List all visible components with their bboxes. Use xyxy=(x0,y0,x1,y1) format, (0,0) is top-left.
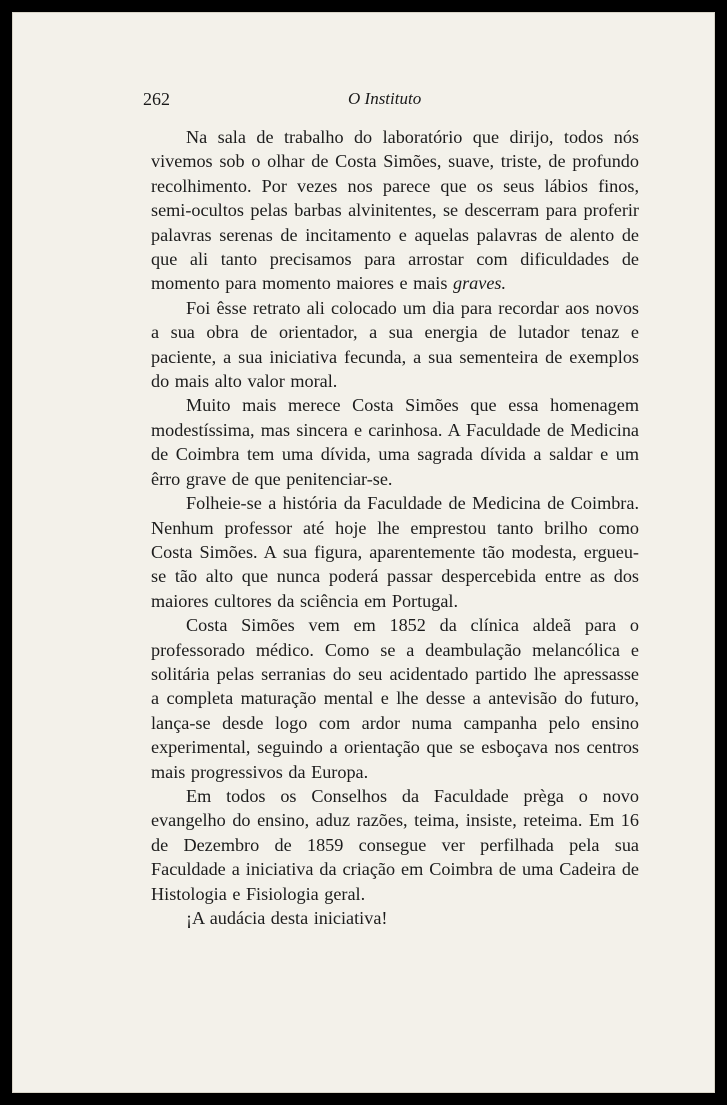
running-title: O Instituto xyxy=(348,89,422,108)
emphasized-word: graves. xyxy=(452,273,507,294)
book-page xyxy=(12,12,715,1093)
paragraph-1 xyxy=(151,125,639,296)
paragraph-3: Muito mais merece Costa Simões que essa homenagem modestíssima, mas sincera e carinhosa. A Faculdade de Medicina de Coimbra tem uma dívida, uma sagrada dívida a saldar e um êrro grave de que penitenciar-se. xyxy=(151,395,639,489)
paragraph-7: ¡A audácia desta iniciativa! xyxy=(186,908,388,928)
page-number: 262 xyxy=(143,89,170,109)
paragraph-2: Foi êsse retrato ali colocado um dia para recordar aos novos a sua obra de orientador, a sua energia de lutador tenaz e paciente, a sua iniciativa fecunda, a sua sementeira de exemplos do mais alto valor moral. xyxy=(151,297,639,392)
running-head xyxy=(143,89,443,113)
paragraph-5: Costa Simões vem em 1852 da clínica aldeã para o professorado médico. Como se a deambulação melancólica e solitária pelas serranias do seu acidentado partido lhe apressasse a completa maturação mental e lhe desse a antevisão do futuro, lança-se desde logo com ardor numa campanha pelo ensino experimental, seguindo a orientação que se esboçava nos centros mais progressivos da Europa. xyxy=(151,615,639,782)
paragraph-4: Folheie-se a história da Faculdade de Medicina de Coimbra. Nenhum professor até hoje lhe emprestou tanto brilho como Costa Simões. A sua figura, aparentemente tão modesta, ergueu-se tão alto que nunca poderá passar despercebida entre as dos maiores cultores da sciência em Portugal. xyxy=(151,493,639,611)
paragraph-1-text: Na sala de trabalho do laboratório que dirijo, todos nós vivemos sob o olhar de Costa Simões, suave, triste, de profundo recolhimento. Por vezes nos parece que os seus lábios finos, semi-ocultos pelas barbas alvinitentes, se descerram para proferir palavras serenas de incitamento e aquelas palavras de alento de que ali tanto precisamos para arrostar com dificuldades de momento para momento maiores e mais xyxy=(151,127,639,294)
body-text xyxy=(151,125,639,930)
paragraph-6: Em todos os Conselhos da Faculdade prèga o novo evangelho do ensino, aduz razões, teima, insiste, reteima. Em 16 de Dezembro de 1859 consegue ver perfilhada pela sua Faculdade a iniciativa da criação em Coimbra de uma Cadeira de Histologia e Fisiologia geral. xyxy=(151,785,639,904)
